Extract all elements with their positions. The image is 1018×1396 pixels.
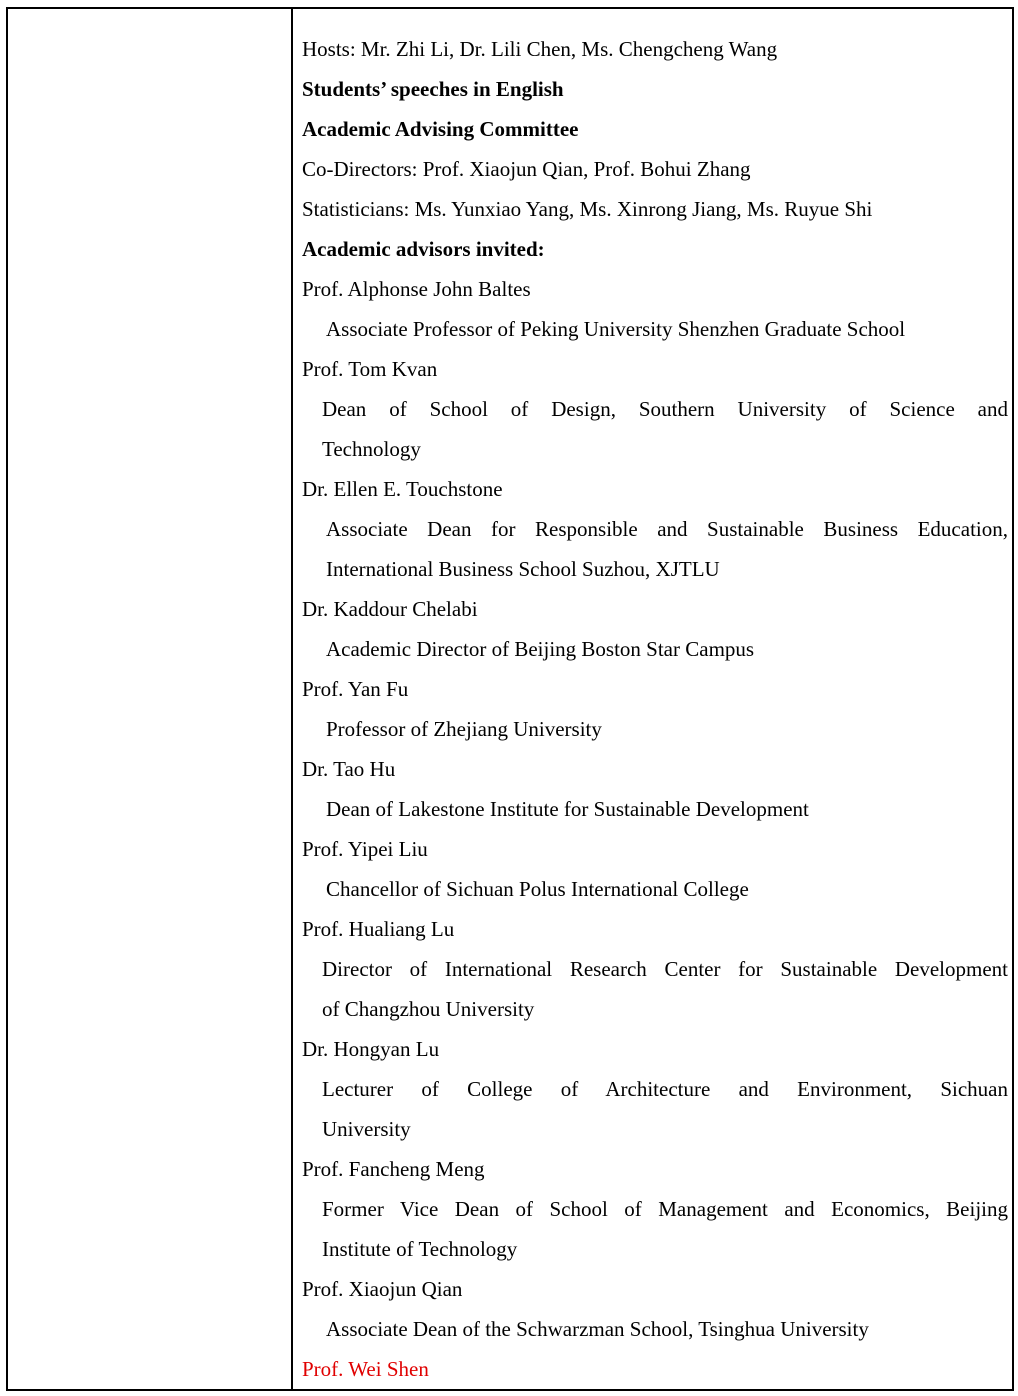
advisor-title: Director of International Research Center for Sustainable Development — [322, 957, 1008, 981]
text-line: Statisticians: Ms. Yunxiao Yang, Ms. Xinrong Jiang, Ms. Ruyue Shi — [302, 197, 873, 221]
text-line: Dr. Hongyan Lu — [302, 1037, 440, 1061]
table-content-cell — [295, 29, 1008, 1389]
advisor-title: Associate Dean of the Schwarzman School, Tsinghua University — [326, 1317, 869, 1341]
advisor-title: Associate Dean for Responsible and Sustainable Business Education, — [326, 517, 1008, 541]
text-line: Prof. Tom Kvan — [302, 357, 438, 381]
program-table — [6, 7, 1014, 1391]
text-line: Dr. Ellen E. Touchstone — [302, 477, 503, 501]
advisor-title: Dean of School of Design, Southern University of Science and — [322, 397, 1008, 421]
text-line: Co-Directors: Prof. Xiaojun Qian, Prof. Bohui Zhang — [302, 157, 751, 181]
advisor-title: Chancellor of Sichuan Polus International College — [326, 877, 749, 901]
advisor-title: Former Vice Dean of School of Management and Economics, Beijing — [322, 1197, 1008, 1221]
advisor-title: Technology — [322, 437, 421, 461]
advisor-title: Associate Professor of Peking University Shenzhen Graduate School — [326, 317, 906, 341]
advisor-title: Institute of Technology — [322, 1237, 518, 1261]
section-heading: Students’ speeches in English — [302, 77, 564, 101]
advisor-title: Professor of Zhejiang University — [326, 717, 602, 741]
advisor-title: of Changzhou University — [322, 997, 535, 1021]
advisor-title: Academic Director of Beijing Boston Star Campus — [326, 637, 755, 661]
advisor-title: University — [322, 1117, 411, 1141]
table-left-cell — [8, 9, 293, 1389]
section-heading: Academic Advising Committee — [302, 117, 579, 141]
text-line: Prof. Fancheng Meng — [302, 1157, 485, 1181]
text-line: Prof. Hualiang Lu — [302, 917, 455, 941]
advisor-title: Lecturer of College of Architecture and Environment, Sichuan — [322, 1077, 1008, 1101]
section-heading: Academic advisors invited: — [302, 237, 545, 261]
advisor-title: Dean of Lakestone Institute for Sustainable Development — [326, 797, 809, 821]
advisor-title: International Business School Suzhou, XJTLU — [326, 557, 720, 581]
text-line: Dr. Kaddour Chelabi — [302, 597, 478, 621]
text-line: Prof. Xiaojun Qian — [302, 1277, 463, 1301]
text-line: Prof. Yan Fu — [302, 677, 409, 701]
text-line: Dr. Tao Hu — [302, 757, 396, 781]
text-line: Hosts: Mr. Zhi Li, Dr. Lili Chen, Ms. Chengcheng Wang — [302, 37, 778, 61]
advisor-name-highlight: Prof. Wei Shen — [302, 1357, 429, 1381]
text-line: Prof. Alphonse John Baltes — [302, 277, 531, 301]
text-line: Prof. Yipei Liu — [302, 837, 428, 861]
